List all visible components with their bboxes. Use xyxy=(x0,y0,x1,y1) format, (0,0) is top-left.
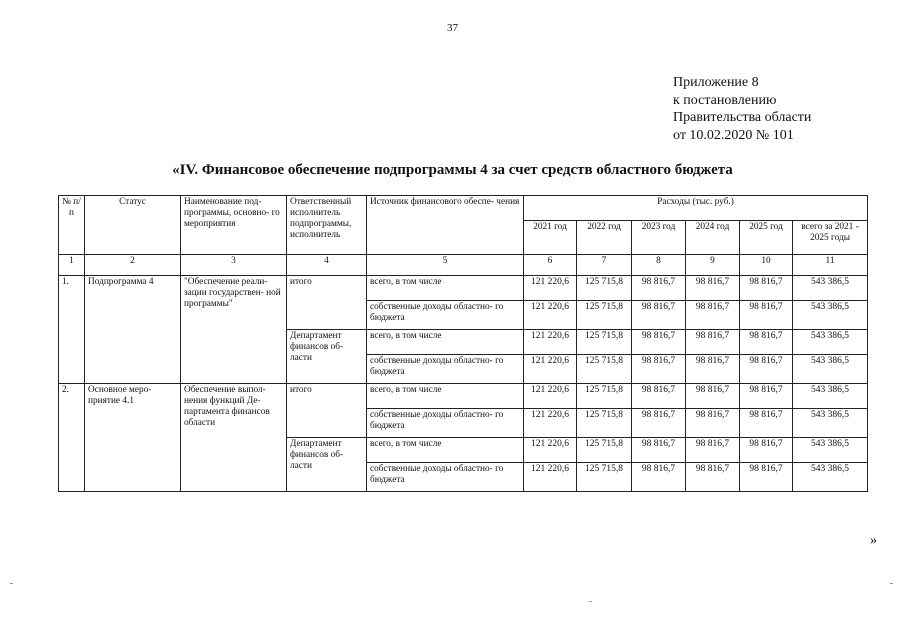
header-year: 2021 год xyxy=(524,221,577,255)
row-year-value: 98 816,7 xyxy=(686,301,740,330)
row-year-value: 121 220,6 xyxy=(524,301,577,330)
row-funding-source: всего, в том числе xyxy=(367,330,524,355)
row-year-value: 98 816,7 xyxy=(632,301,686,330)
row-year-value: 98 816,7 xyxy=(686,276,740,301)
row-total-value: 543 386,5 xyxy=(793,384,868,409)
index-cell: 3 xyxy=(181,255,287,276)
appendix-line: от 10.02.2020 № 101 xyxy=(673,127,794,143)
index-cell: 6 xyxy=(524,255,577,276)
row-number: 2. xyxy=(59,384,85,492)
row-year-value: 98 816,7 xyxy=(686,463,740,492)
page-number: 37 xyxy=(447,22,458,34)
index-cell: 10 xyxy=(740,255,793,276)
row-program-name: Обеспечение выпол- нения функций Де- партамента финансов области xyxy=(181,384,287,492)
row-year-value: 98 816,7 xyxy=(686,384,740,409)
header-year: 2022 год xyxy=(577,221,632,255)
row-year-value: 98 816,7 xyxy=(740,463,793,492)
row-year-value: 125 715,8 xyxy=(577,409,632,438)
row-year-value: 121 220,6 xyxy=(524,409,577,438)
row-year-value: 98 816,7 xyxy=(740,409,793,438)
row-total-value: 543 386,5 xyxy=(793,463,868,492)
header-source: Источник финансового обеспе- чения xyxy=(367,196,524,255)
index-cell: 7 xyxy=(577,255,632,276)
row-funding-source: собственные доходы областно- го бюджета xyxy=(367,301,524,330)
header-year: 2025 год xyxy=(740,221,793,255)
row-total-value: 543 386,5 xyxy=(793,438,868,463)
row-total-value: 543 386,5 xyxy=(793,330,868,355)
row-year-value: 121 220,6 xyxy=(524,276,577,301)
closing-quote: » xyxy=(870,533,877,548)
row-year-value: 125 715,8 xyxy=(577,301,632,330)
row-funding-source: всего, в том числе xyxy=(367,276,524,301)
row-year-value: 98 816,7 xyxy=(740,276,793,301)
table-row xyxy=(59,384,868,409)
row-year-value: 98 816,7 xyxy=(740,384,793,409)
index-cell: 2 xyxy=(85,255,181,276)
row-year-value: 98 816,7 xyxy=(686,438,740,463)
appendix-block xyxy=(673,74,811,144)
row-executor: итого xyxy=(287,276,367,330)
row-year-value: 98 816,7 xyxy=(686,409,740,438)
row-year-value: 121 220,6 xyxy=(524,355,577,384)
row-total-value: 543 386,5 xyxy=(793,276,868,301)
row-year-value: 98 816,7 xyxy=(686,355,740,384)
row-funding-source: собственные доходы областно- го бюджета xyxy=(367,409,524,438)
row-year-value: 98 816,7 xyxy=(740,301,793,330)
header-executor: Ответственный исполнитель подпрограммы, исполнитель xyxy=(287,196,367,255)
table-row xyxy=(59,276,868,301)
row-year-value: 98 816,7 xyxy=(632,330,686,355)
appendix-line: Правительства области xyxy=(673,110,812,125)
appendix-line: Приложение 8 xyxy=(673,75,759,90)
row-year-value: 98 816,7 xyxy=(740,438,793,463)
row-executor: Департамент финансов об- ласти xyxy=(287,438,367,492)
row-total-value: 543 386,5 xyxy=(793,409,868,438)
scan-mark xyxy=(890,583,893,584)
row-year-value: 121 220,6 xyxy=(524,330,577,355)
financing-table xyxy=(58,195,868,492)
header-name: Наименование под- программы, основно- го мероприятия xyxy=(181,196,287,255)
row-year-value: 98 816,7 xyxy=(686,330,740,355)
index-cell: 8 xyxy=(632,255,686,276)
scan-mark xyxy=(10,583,13,584)
row-total-value: 543 386,5 xyxy=(793,301,868,330)
row-year-value: 98 816,7 xyxy=(632,409,686,438)
row-funding-source: всего, в том числе xyxy=(367,438,524,463)
row-year-value: 98 816,7 xyxy=(632,438,686,463)
row-program-name: "Обеспечение реали- зации государствен- ной программы" xyxy=(181,276,287,384)
row-funding-source: собственные доходы областно- го бюджета xyxy=(367,463,524,492)
scan-mark xyxy=(589,601,592,602)
row-year-value: 98 816,7 xyxy=(632,463,686,492)
row-executor: Департамент финансов об- ласти xyxy=(287,330,367,384)
row-funding-source: собственные доходы областно- го бюджета xyxy=(367,355,524,384)
row-year-value: 125 715,8 xyxy=(577,384,632,409)
header-year: 2023 год xyxy=(632,221,686,255)
row-year-value: 98 816,7 xyxy=(632,276,686,301)
row-year-value: 125 715,8 xyxy=(577,355,632,384)
row-year-value: 98 816,7 xyxy=(632,355,686,384)
row-year-value: 98 816,7 xyxy=(632,384,686,409)
index-cell: 9 xyxy=(686,255,740,276)
header-year: 2024 год xyxy=(686,221,740,255)
index-cell: 4 xyxy=(287,255,367,276)
document-title: «IV. Финансовое обеспечение подпрограммы 4 за счет средств областного бюджета xyxy=(172,162,733,178)
header-status: Статус xyxy=(85,196,181,255)
index-cell: 1 xyxy=(59,255,85,276)
row-status: Основное меро- приятие 4.1 xyxy=(85,384,181,492)
header-expenses: Расходы (тыс. руб.) xyxy=(524,196,868,221)
row-year-value: 121 220,6 xyxy=(524,463,577,492)
row-year-value: 121 220,6 xyxy=(524,384,577,409)
row-year-value: 125 715,8 xyxy=(577,463,632,492)
row-year-value: 98 816,7 xyxy=(740,355,793,384)
row-funding-source: всего, в том числе xyxy=(367,384,524,409)
index-cell: 11 xyxy=(793,255,868,276)
row-status: Подпрограмма 4 xyxy=(85,276,181,384)
appendix-line: к постановлению xyxy=(673,92,777,108)
index-cell: 5 xyxy=(367,255,524,276)
row-executor: итого xyxy=(287,384,367,438)
row-year-value: 98 816,7 xyxy=(740,330,793,355)
row-number: 1. xyxy=(59,276,85,384)
header-year-total: всего за 2021 - 2025 годы xyxy=(793,221,868,255)
row-year-value: 125 715,8 xyxy=(577,276,632,301)
row-total-value: 543 386,5 xyxy=(793,355,868,384)
row-year-value: 121 220,6 xyxy=(524,438,577,463)
index-row xyxy=(59,255,868,276)
row-year-value: 125 715,8 xyxy=(577,330,632,355)
header-num: № п/п xyxy=(59,196,85,255)
header-row xyxy=(59,196,868,221)
row-year-value: 125 715,8 xyxy=(577,438,632,463)
